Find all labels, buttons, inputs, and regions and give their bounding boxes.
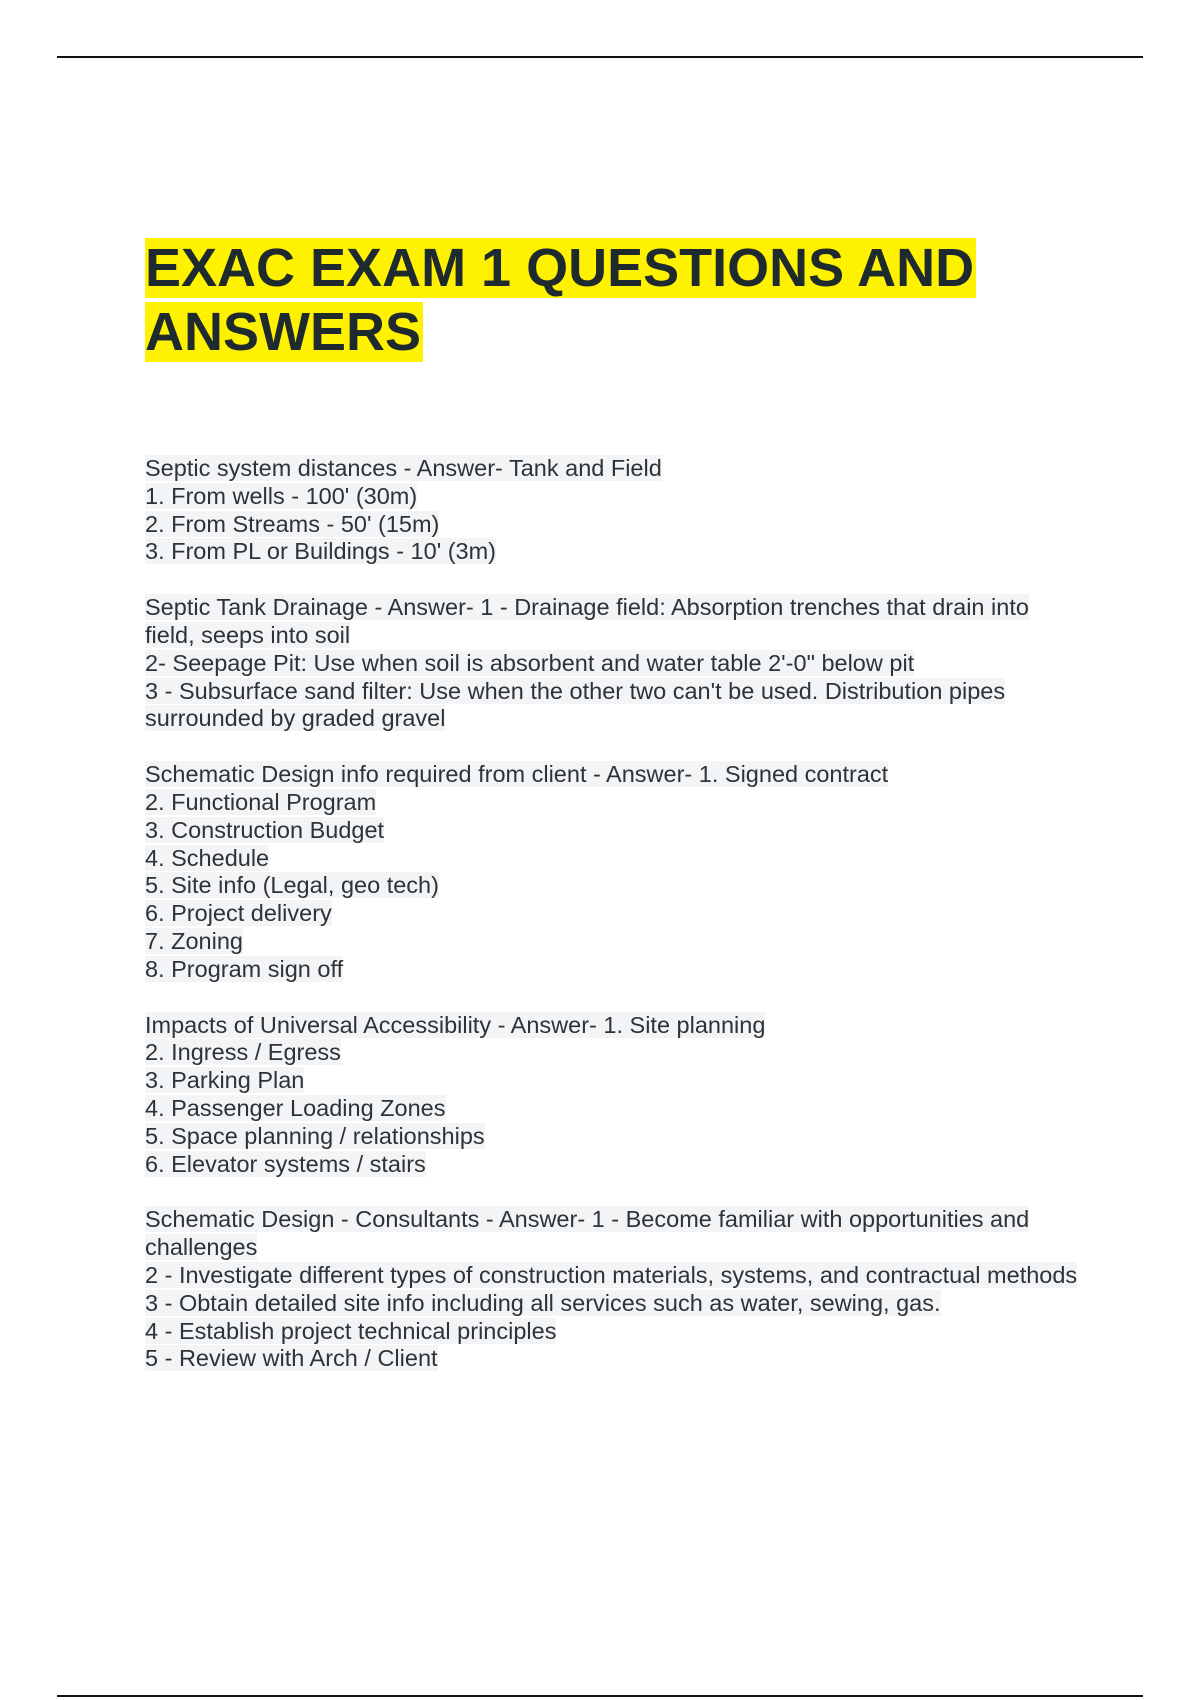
qa-line	[145, 1012, 1085, 1040]
qa-line	[145, 956, 1085, 984]
qa-line	[145, 1318, 1085, 1346]
qa-line-text: 1. From wells - 100' (30m)	[145, 482, 418, 509]
qa-line-text: 6. Project delivery	[145, 900, 332, 927]
qa-line-text: Schematic Design info required from client - Answer- 1. Signed contract	[145, 761, 889, 788]
qa-line-text: 4. Passenger Loading Zones	[145, 1094, 446, 1121]
qa-line-text: 3. From PL or Buildings - 10' (3m)	[145, 538, 497, 565]
qa-line-text: 7. Zoning	[145, 927, 243, 954]
qa-line-text: 2. From Streams - 50' (15m)	[145, 510, 440, 537]
qa-line-text: 4 - Establish project technical principles	[145, 1317, 557, 1344]
qa-line-text: 4. Schedule	[145, 844, 270, 871]
title-block	[145, 236, 1045, 364]
qa-entry	[145, 1206, 1085, 1373]
qa-line	[145, 1206, 1085, 1262]
qa-line	[145, 1345, 1085, 1373]
qa-line-text: Septic Tank Drainage - Answer- 1 - Drainage field: Absorption trenches that drain into field, seeps into soil	[145, 594, 1029, 648]
qa-line	[145, 650, 1085, 678]
top-rule	[57, 56, 1143, 58]
qa-line-text: 5 - Review with Arch / Client	[145, 1345, 438, 1372]
qa-line-text: 6. Elevator systems / stairs	[145, 1150, 426, 1177]
document-title-text: EXAC EXAM 1 QUESTIONS AND ANSWERS	[145, 238, 975, 362]
qa-line	[145, 455, 1085, 483]
qa-entry	[145, 455, 1085, 566]
qa-line-text: 2. Ingress / Egress	[145, 1039, 341, 1066]
qa-line-text: 5. Space planning / relationships	[145, 1122, 485, 1149]
qa-line	[145, 789, 1085, 817]
qa-line-text: 3. Parking Plan	[145, 1067, 305, 1094]
qa-line-text: 8. Program sign off	[145, 955, 344, 982]
qa-line	[145, 900, 1085, 928]
qa-list	[145, 455, 1085, 1401]
qa-line	[145, 511, 1085, 539]
qa-line	[145, 817, 1085, 845]
qa-line-text: 3 - Subsurface sand filter: Use when the other two can't be used. Distribution pipes surrounded by graded gravel	[145, 677, 1006, 732]
qa-entry	[145, 761, 1085, 983]
qa-line-text: 2- Seepage Pit: Use when soil is absorbent and water table 2'-0" below pit	[145, 649, 915, 676]
bottom-rule	[57, 1695, 1143, 1697]
qa-line	[145, 845, 1085, 873]
qa-line	[145, 1290, 1085, 1318]
qa-line-text: 2. Functional Program	[145, 788, 377, 815]
qa-line-text: Impacts of Universal Accessibility - Answer- 1. Site planning	[145, 1011, 766, 1038]
qa-line	[145, 1262, 1085, 1290]
qa-entry	[145, 594, 1085, 733]
qa-line-text: Schematic Design - Consultants - Answer- 1 - Become familiar with opportunities and challenges	[145, 1206, 1030, 1261]
document-title	[145, 236, 1045, 364]
qa-line	[145, 1095, 1085, 1123]
qa-line	[145, 928, 1085, 956]
qa-line	[145, 872, 1085, 900]
qa-line	[145, 483, 1085, 511]
qa-line-text: 3. Construction Budget	[145, 816, 385, 843]
qa-line-text: 2 - Investigate different types of construction materials, systems, and contractual methods	[145, 1261, 1078, 1288]
qa-line-text: 5. Site info (Legal, geo tech)	[145, 872, 439, 899]
qa-line	[145, 678, 1085, 734]
qa-line	[145, 594, 1085, 650]
qa-line	[145, 1067, 1085, 1095]
qa-line	[145, 538, 1085, 566]
qa-entry	[145, 1012, 1085, 1179]
qa-line	[145, 761, 1085, 789]
qa-line-text: 3 - Obtain detailed site info including all services such as water, sewing, gas.	[145, 1289, 941, 1316]
qa-line	[145, 1151, 1085, 1179]
qa-line-text: Septic system distances - Answer- Tank and Field	[145, 455, 662, 481]
qa-line	[145, 1123, 1085, 1151]
qa-line	[145, 1039, 1085, 1067]
